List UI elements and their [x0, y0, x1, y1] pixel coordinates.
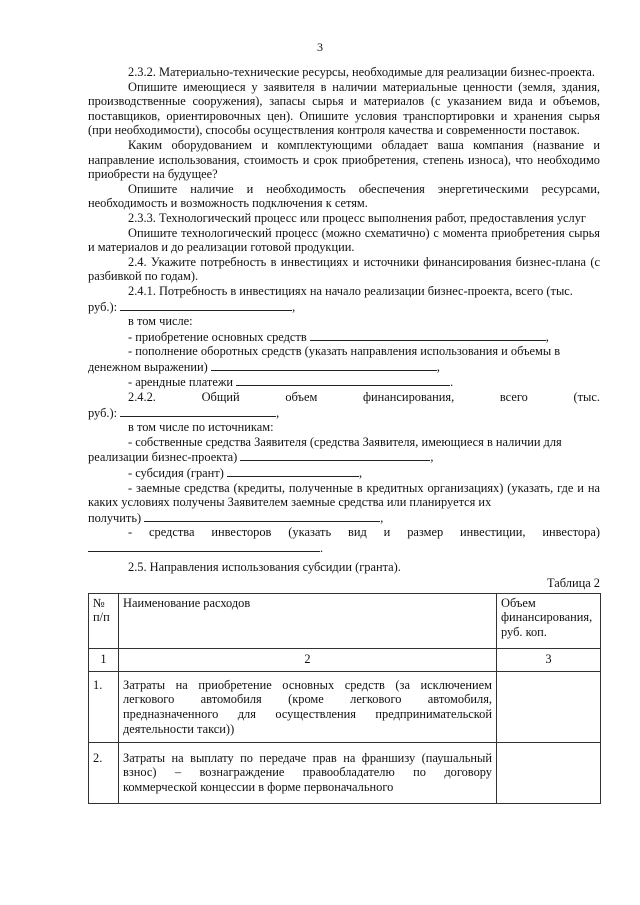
section-2-4-1-line-1: 2.4.1. Потребность в инвестициях на начало реализации бизнес-проекта, всего (тыс.	[128, 283, 573, 298]
fixed-assets-label: - приобретение основных средств	[128, 329, 307, 344]
word: инвестиции,	[460, 525, 526, 540]
working-capital-line-2: денежном выражении) ,	[88, 359, 441, 374]
section-2-4-title: 2.4. Укажите потребность в инвестициях и источники финансирования бизнес-плана (с разбивкой по годам).	[88, 254, 600, 284]
row-amount-cell[interactable]	[497, 742, 601, 803]
word: финансирования,	[363, 390, 455, 405]
subsidy-field[interactable]	[227, 465, 359, 477]
row-number: 2.	[89, 742, 119, 803]
investors-line-1	[88, 525, 600, 540]
rent-payments-label: - арендные платежи	[128, 375, 234, 390]
header-expense-name: Наименование расходов	[119, 593, 497, 648]
section-2-4-2-line-2: руб.): ,	[88, 405, 280, 420]
own-funds-field[interactable]	[240, 449, 430, 461]
row-expense-name: Затраты на приобретение основных средств (за исключением легкового автомобиля (кроме легкового автомобиля, предназначенного для осуществления предпринимательской деятельности такси))	[119, 671, 497, 742]
document-body	[88, 65, 600, 804]
numbering-cell: 1	[89, 648, 119, 671]
numbering-cell: 2	[119, 648, 497, 671]
table-header-row	[89, 593, 601, 648]
rent-payments-field[interactable]	[236, 374, 450, 386]
table-numbering-row	[89, 648, 601, 671]
section-2-3-2-title: 2.3.2. Материально-технические ресурсы, необходимые для реализации бизнес-проекта.	[128, 65, 595, 79]
row-number: 1.	[89, 671, 119, 742]
section-2-3-2-paragraph-3: Опишите наличие и необходимость обеспечения энергетическими ресурсами, необходимость и возможность подключения к сетям.	[88, 181, 600, 211]
table-caption: Таблица 2	[547, 576, 600, 591]
section-2-4-1-rub-label: руб.):	[88, 299, 118, 314]
word: объем	[285, 390, 318, 405]
own-funds-label: реализации бизнес-проекта)	[88, 450, 238, 465]
working-capital-label: денежном выражении)	[88, 359, 208, 374]
own-funds-line-1: - собственные средства Заявителя (средства Заявителя, имеющиеся в наличии для	[128, 434, 562, 449]
word: -	[128, 525, 133, 540]
section-2-4-2-in-that: в том числе по источникам:	[128, 420, 274, 435]
section-2-4-1-line-2: руб.): ,	[88, 299, 296, 314]
section-2-4-2-line-1	[88, 390, 600, 405]
total-investment-need-field[interactable]	[120, 299, 292, 311]
word: инвестора)	[542, 525, 600, 540]
investors-line-2: .	[88, 540, 600, 556]
table-row	[89, 742, 601, 803]
row-amount-cell[interactable]	[497, 671, 601, 742]
working-capital-field[interactable]	[211, 359, 437, 371]
header-number: № п/п	[89, 593, 119, 648]
word: (тыс.	[573, 390, 600, 405]
fixed-assets-field[interactable]	[310, 329, 546, 341]
section-2-4-1-in-that: в том числе:	[128, 314, 193, 329]
section-2-3-2-paragraph-2: Каким оборудованием и комплектующими обладает ваша компания (название и направление использования, стоимость и срок приобретения, степень износа), что необходимо приобрести на будущее?	[88, 137, 600, 182]
borrowed-funds-line-2: получить) ,	[88, 510, 384, 525]
expenses-table	[88, 593, 601, 804]
header-amount: Объем финансирования, руб. коп.	[497, 593, 601, 648]
word: и	[383, 525, 391, 540]
own-funds-line-2: реализации бизнес-проекта) ,	[88, 450, 434, 465]
borrowed-funds-label: получить)	[88, 510, 142, 525]
section-2-3-2-paragraph-1: Опишите имеющиеся у заявителя в наличии материальные ценности (земля, здания, производственные сооружения), запасы сырья и материалов (с указанием вида и объемов, поставщиков, ориентировочных цен). Опишите условия транспортировки и хранения сырья (при необходимости), способы осуществления контроля качества и современности поставок.	[88, 79, 600, 138]
word: 2.4.2.	[128, 390, 156, 405]
investors-field[interactable]	[88, 540, 320, 552]
word: всего	[499, 390, 528, 405]
numbering-cell: 3	[497, 648, 601, 671]
total-financing-field[interactable]	[120, 405, 276, 417]
section-2-4-2-rub-label: руб.):	[88, 405, 118, 420]
section-2-3-3-paragraph-1: Опишите технологический процесс (можно схематично) с момента приобретения сырья и материалов и до реализации готовой продукции.	[88, 225, 600, 255]
word: вид	[347, 525, 367, 540]
borrowed-funds-field[interactable]	[144, 510, 380, 522]
row-expense-name: Затраты на выплату по передаче прав на франшизу (паушальный взнос) – вознаграждение правообладателю по договору коммерческой концессии в форме первоначального	[119, 742, 497, 803]
page-number: 3	[317, 40, 323, 54]
table-row	[89, 671, 601, 742]
section-2-5-title: 2.5. Направления использования субсидии (гранта).	[128, 559, 401, 574]
word: Общий	[201, 390, 240, 405]
word: (указать	[288, 525, 332, 540]
word: размер	[407, 525, 444, 540]
subsidy-line: - субсидия (грант) ,	[128, 466, 363, 481]
rent-payments-line: - арендные платежи .	[128, 375, 454, 390]
working-capital-line-1: - пополнение оборотных средств (указать направления использования и объемы в	[128, 344, 561, 359]
fixed-assets-line: - приобретение основных средств ,	[128, 329, 549, 344]
subsidy-label: - субсидия (грант)	[128, 466, 224, 481]
word: средства	[149, 525, 195, 540]
borrowed-funds-line-1: - заемные средства (кредиты, полученные в кредитных организациях) (указать, где и на каких условиях получены Заявителем заемные средства или планируется их	[88, 480, 600, 510]
section-2-3-3-title: 2.3.3. Технологический процесс или процесс выполнения работ, предоставления услуг	[128, 210, 586, 225]
word: инвесторов	[211, 525, 272, 540]
